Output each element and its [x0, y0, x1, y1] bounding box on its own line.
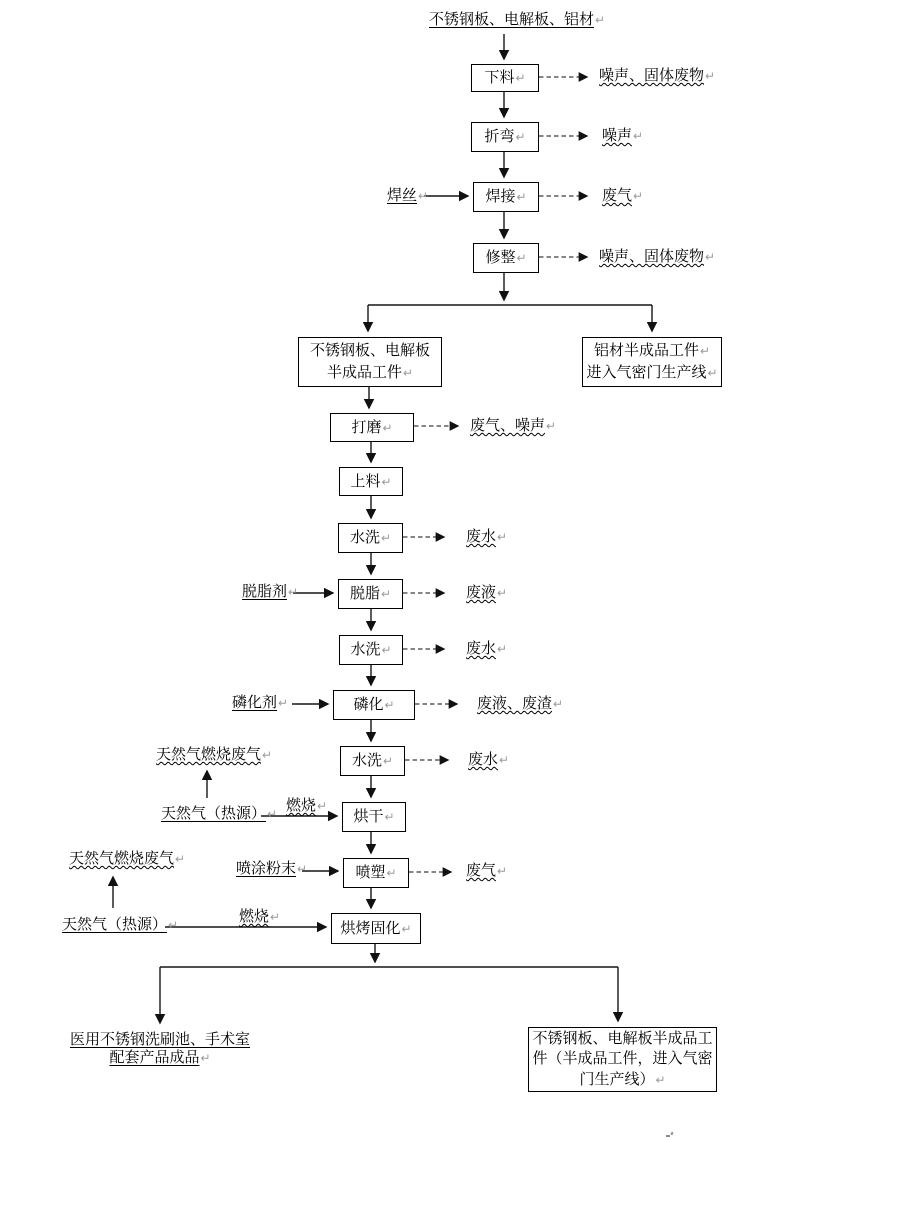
- output-noise-solid-waste-2: 噪声、固体废物↵: [599, 248, 716, 265]
- process-box-wash2: 水洗↵: [339, 635, 403, 665]
- process-box-spraying: 喷塑↵: [343, 858, 409, 888]
- end-product-medical: 医用不锈钢洗刷池、手术室 配套产品成品↵: [69, 1031, 250, 1066]
- process-box-phosphating: 磷化↵: [333, 690, 415, 720]
- output-noise: 噪声↵: [602, 127, 644, 144]
- process-box-grinding: 打磨↵: [330, 413, 414, 442]
- input-welding-wire: 焊丝↵: [387, 187, 429, 204]
- input-natural-gas-1: 天然气（热源）↵: [161, 805, 278, 822]
- branch-box-semifinished-steel: 不锈钢板、电解板 半成品工件↵: [298, 337, 442, 387]
- process-box-bending: 折弯↵: [471, 122, 539, 152]
- output-gas-noise: 废气、噪声↵: [470, 417, 557, 434]
- process-box-wash3: 水洗↵: [340, 746, 405, 776]
- output-liquid-residue: 废液、废渣↵: [477, 695, 564, 712]
- input-spray-powder: 喷涂粉末↵: [236, 860, 308, 877]
- output-waste-water-3: 废水↵: [468, 751, 510, 768]
- process-box-blanking: 下料↵: [471, 64, 539, 92]
- process-box-trimming: 修整↵: [473, 243, 539, 273]
- process-box-degrease: 脱脂↵: [338, 579, 403, 609]
- output-waste-liquid: 废液↵: [466, 584, 508, 601]
- process-box-loading: 上料↵: [339, 467, 403, 496]
- input-phosphating-agent: 磷化剂↵: [232, 694, 289, 711]
- output-flue-gas-2: 天然气燃烧废气↵: [69, 850, 186, 867]
- input-natural-gas-2: 天然气（热源）↵: [62, 916, 179, 933]
- process-box-wash1: 水洗↵: [338, 523, 403, 553]
- output-waste-gas-2: 废气↵: [466, 862, 508, 879]
- stray-mark: [666, 1132, 673, 1137]
- process-box-welding: 焊接↵: [473, 182, 539, 212]
- output-waste-gas-1: 废气↵: [602, 187, 644, 204]
- end-box-semifinished-to-airtight-door: 不锈钢板、电解板半成品工 件（半成品工件，进入气密 门生产线）↵: [528, 1027, 717, 1092]
- process-box-curing: 烘烤固化↵: [331, 913, 421, 944]
- label-combustion-2: 燃烧↵: [239, 908, 281, 925]
- label-combustion-1: 燃烧↵: [286, 797, 328, 814]
- output-waste-water-2: 废水↵: [466, 640, 508, 657]
- output-flue-gas-1: 天然气燃烧废气↵: [156, 746, 273, 763]
- branch-box-aluminum-parts: 铝材半成品工件↵ 进入气密门生产线↵: [582, 337, 722, 387]
- process-box-drying: 烘干↵: [342, 802, 406, 832]
- output-waste-water-1: 废水↵: [466, 528, 508, 545]
- output-noise-solid-waste-1: 噪声、固体废物↵: [599, 67, 716, 84]
- input-degreaser: 脱脂剂↵: [242, 583, 299, 600]
- diagram-title: 不锈钢板、电解板、铝材↵: [429, 11, 606, 28]
